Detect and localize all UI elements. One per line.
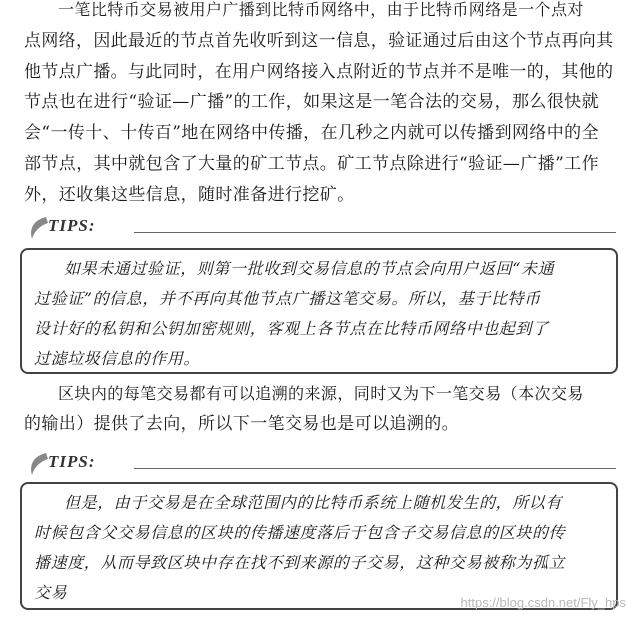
tips-label: TIPS: <box>48 216 96 235</box>
tips-line: 过验证”的信息，并不再向其他节点广播这笔交易。所以，基于比特币 <box>34 289 541 308</box>
paragraph-line: 他节点广播。与此同时，在用户网络接入点附近的节点并不是唯一的，其他的 <box>24 61 614 81</box>
tips-swoosh-icon <box>26 450 50 478</box>
paragraph-line: 部节点，其中就包含了大量的矿工节点。矿工节点除进行“验证—广播”工作 <box>24 154 599 174</box>
tips-header-1 <box>26 214 616 244</box>
tips-line: 交易 <box>34 583 68 602</box>
body-paragraph-2 <box>24 378 614 440</box>
tips-box-1 <box>20 248 618 374</box>
tips-line: 但是，由于交易是在全球范围内的比特币系统上随机发生的，所以有 <box>64 493 563 512</box>
paragraph-line: 一笔比特币交易被用户广播到比特币网络中，由于比特币网络是一个点对 <box>58 0 584 19</box>
watermark: https://blog.csdn.net/Fly_hps <box>460 595 626 610</box>
paragraph-line: 的输出）提供了去向，所以下一笔交易也是可以追溯的。 <box>24 414 459 434</box>
tips-line: 过滤垃圾信息的作用。 <box>34 349 201 368</box>
tips-header-2 <box>26 450 616 480</box>
tips-divider <box>134 468 616 469</box>
paragraph-line: 节点也在进行“验证—广播”的工作，如果这是一笔合法的交易，那么很快就 <box>24 92 599 112</box>
tips-line: 如果未通过验证，则第一批收到交易信息的节点会向用户返回“未通 <box>64 259 555 278</box>
tips-line: 播速度，从而导致区块中存在找不到来源的子交易，这种交易被称为孤立 <box>34 553 566 572</box>
tips-box-2 <box>20 482 618 610</box>
tips-line: 设计好的私钥和公钥加密规则，客观上各节点在比特币网络中也起到了 <box>34 319 549 338</box>
paragraph-line: 区块内的每笔交易都有可以追溯的来源，同时又为下一笔交易（本次交易 <box>58 384 584 403</box>
body-paragraph-1 <box>24 0 614 211</box>
paragraph-line: 会“一传十、十传百”地在网络中传播，在几秒之内就可以传播到网络中的全 <box>24 123 599 143</box>
tips-label: TIPS: <box>48 452 96 471</box>
paragraph-line: 外，还收集这些信息，随时准备进行挖矿。 <box>24 185 355 205</box>
tips-line: 时候包含父交易信息的区块的传播速度落后于包含子交易信息的区块的传 <box>34 523 566 542</box>
tips-swoosh-icon <box>26 214 50 242</box>
paragraph-line: 点网络，因此最近的节点首先收听到这一信息，验证通过后由这个节点再向其 <box>24 30 614 50</box>
tips-divider <box>134 232 616 233</box>
